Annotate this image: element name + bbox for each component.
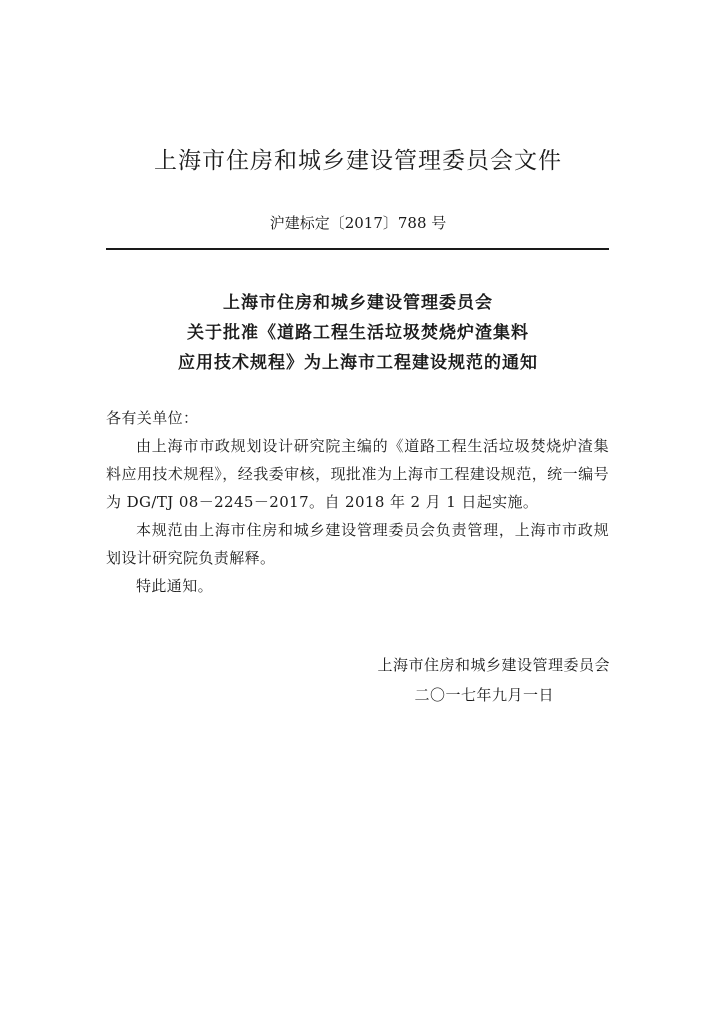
signature-block — [310, 650, 610, 710]
document-number: 沪建标定〔2017〕788 号 — [269, 214, 447, 232]
signature-date: 二〇一七年九月一日 — [414, 686, 554, 704]
body-paragraph-management: 本规范由上海市住房和城乡建设管理委员会负责管理，上海市市政规划设计研究院负责解释。 — [106, 521, 609, 567]
signature-org: 上海市住房和城乡建设管理委员会 — [377, 656, 610, 674]
issuer-heading: 上海市住房和城乡建设管理委员会文件 — [154, 148, 562, 174]
header-divider — [106, 248, 609, 250]
body-paragraph-approval: 由上海市市政规划设计研究院主编的《道路工程生活垃圾焚烧炉渣集料应用技术规程》，经我委审核，现批准为上海市工程建设规范，统一编号为 DG/TJ 08－2245－2017。自 2018 年 2 月 1 日起实施。 — [106, 437, 609, 511]
notice-title-line-3: 应用技术规程》为上海市工程建设规范的通知 — [178, 353, 538, 373]
salutation: 各有关单位： — [106, 409, 199, 427]
notice-title-line-1: 上海市住房和城乡建设管理委员会 — [223, 293, 493, 313]
notice-body — [106, 404, 609, 600]
notice-title — [0, 288, 716, 378]
notice-title-line-2: 关于批准《道路工程生活垃圾焚烧炉渣集料 — [187, 323, 529, 343]
body-paragraph-closing: 特此通知。 — [136, 577, 214, 595]
